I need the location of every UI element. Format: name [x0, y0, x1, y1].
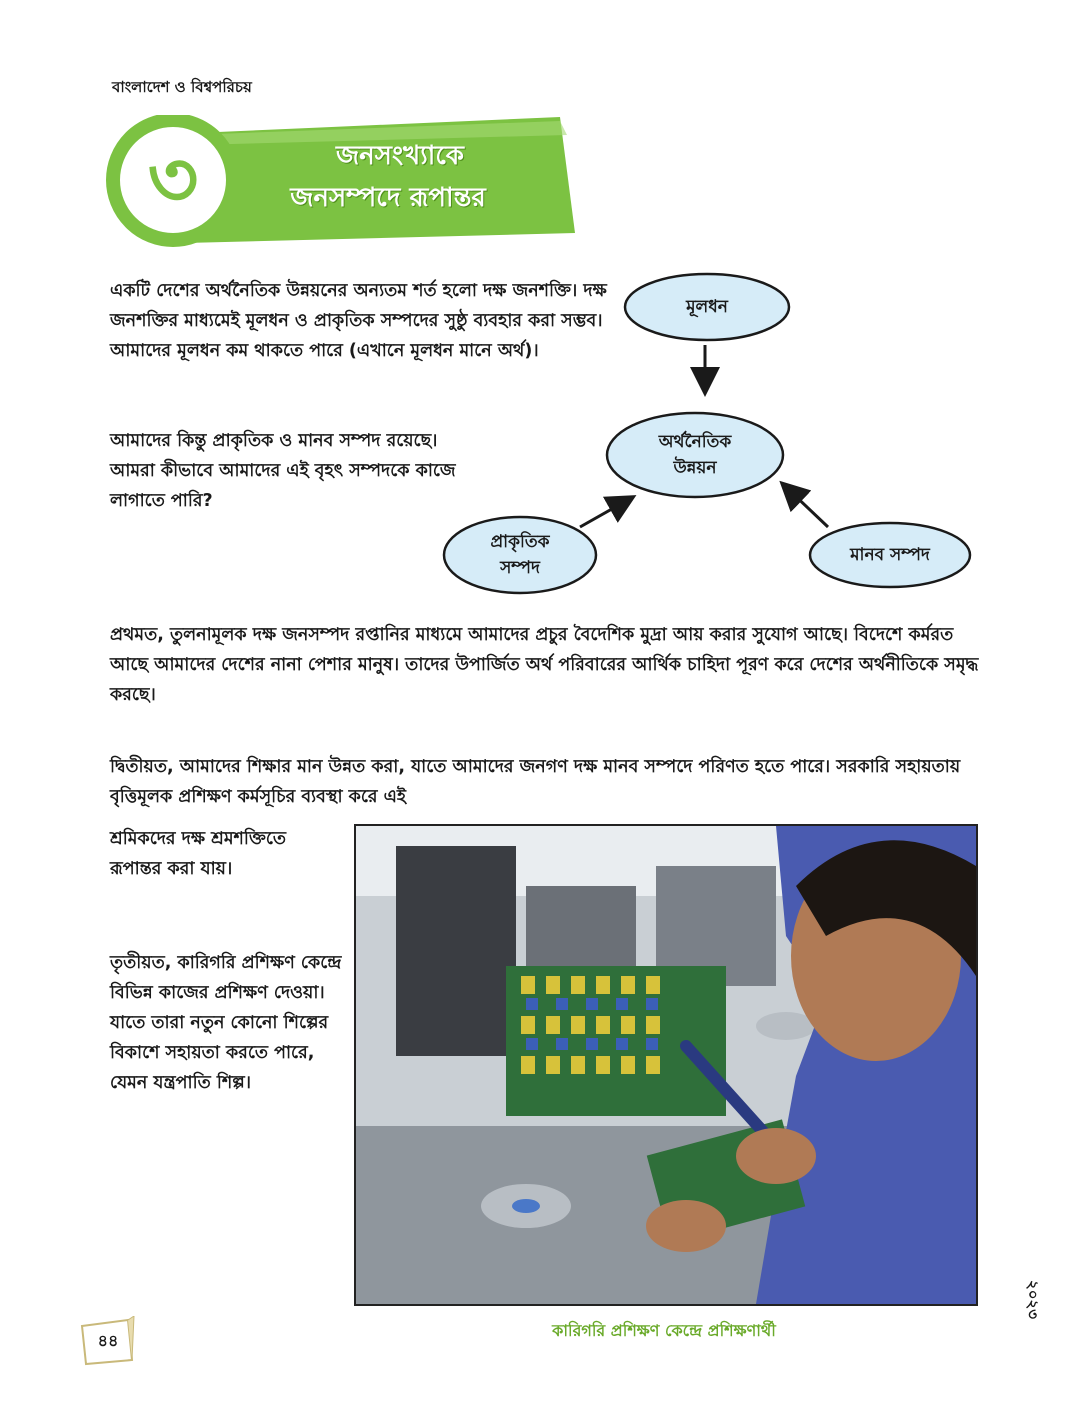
chapter-title-line1: জনসংখ্যাকে: [336, 141, 464, 171]
equipment-rack: [396, 846, 516, 1056]
arrow-natural-to-development: [580, 501, 626, 527]
intro-text-cont: আমাদের কিন্তু প্রাকৃতিক ও মানব সম্পদ রয়েছে। আমরা কীভাবে আমাদের এই বৃহৎ সম্পদকে কাজে লাগাতে পারি?: [110, 431, 456, 511]
book-header: বাংলাদেশ ও বিশ্বপরিচয়: [112, 78, 252, 96]
chapter-title-line2: জনসম্পদে রূপান্তর: [290, 183, 486, 213]
paragraph-second: [110, 752, 980, 812]
chapter-title: [255, 135, 545, 219]
edition-year: ২০২৩: [1024, 1280, 1042, 1320]
node-natural-label: [444, 529, 596, 581]
paragraph-second-cont-text: শ্রমিকদের দক্ষ শ্রমশক্তিতে রূপান্তর করা যায়।: [110, 829, 287, 879]
paragraph-first: [110, 620, 980, 710]
node-development-line1: অর্থনৈতিক: [658, 432, 732, 452]
trainee-photo: [354, 824, 978, 1306]
chapter-number: ৩: [147, 135, 199, 225]
photo-illustration: [356, 826, 976, 1304]
node-capital-label: মূলধন: [686, 297, 728, 317]
arrow-human-to-development: [788, 489, 828, 527]
node-development-label: [607, 429, 783, 481]
figure-caption: কারিগরি প্রশিক্ষণ কেন্দ্রে প্রশিক্ষণার্থী: [552, 1321, 776, 1340]
node-development-line2: উন্নয়ন: [673, 458, 717, 478]
paragraph-third-text: তৃতীয়ত, কারিগরি প্রশিক্ষণ কেন্দ্রে বিভিন্ন কাজের প্রশিক্ষণ দেওয়া। যাতে তারা নতুন কোনো শিল্পের বিকাশে সহায়তা করতে পারে, যেমন যন্ত্রপাতি শিল্প।: [110, 953, 342, 1093]
node-natural-line1: প্রাকৃতিক: [490, 532, 550, 552]
paragraph-first-text: প্রথমত, তুলনামূলক দক্ষ জনসম্পদ রপ্তানির মাধ্যমে আমাদের প্রচুর বৈদেশিক মুদ্রা আয় করার সুযোগ আছে। বিদেশে কর্মরত আছে আমাদের দেশের নানা পেশার মানুষ। তাদের উপার্জিত অর্থ পরিবারের আর্থিক চাহিদা পূরণ করে দেশের অর্থনীতিকে সমৃদ্ধ করছে।: [110, 625, 979, 705]
paragraph-second-text: দ্বিতীয়ত, আমাদের শিক্ষার মান উন্নত করা, যাতে আমাদের জনগণ দক্ষ মানব সম্পদে পরিণত হতে পারে। সরকারি সহায়তায় বৃত্তিমূলক প্রশিক্ষণ কর্মসূচির ব্যবস্থা করে এই: [110, 757, 961, 807]
node-human-label: মানব সম্পদ: [850, 545, 930, 565]
development-diagram: [430, 265, 990, 605]
paragraph-second-cont: [110, 824, 330, 884]
page-number: ৪৪: [97, 1331, 119, 1350]
intro-paragraph-cont: [110, 426, 460, 516]
paragraph-third: [110, 948, 342, 1098]
node-natural-line2: সম্পদ: [500, 558, 540, 578]
intro-text: একটি দেশের অর্থনৈতিক উন্নয়নের অন্যতম শর্ত হলো দক্ষ জনশক্তি। দক্ষ জনশক্তির মাধ্যমেই মূলধন ও প্রাকৃতিক সম্পদের সুষ্ঠু ব্যবহার করা সম্ভব। আমাদের মূলধন কম থাকতে পারে (এখানে মূলধন মানে অর্থ)।: [110, 281, 607, 361]
